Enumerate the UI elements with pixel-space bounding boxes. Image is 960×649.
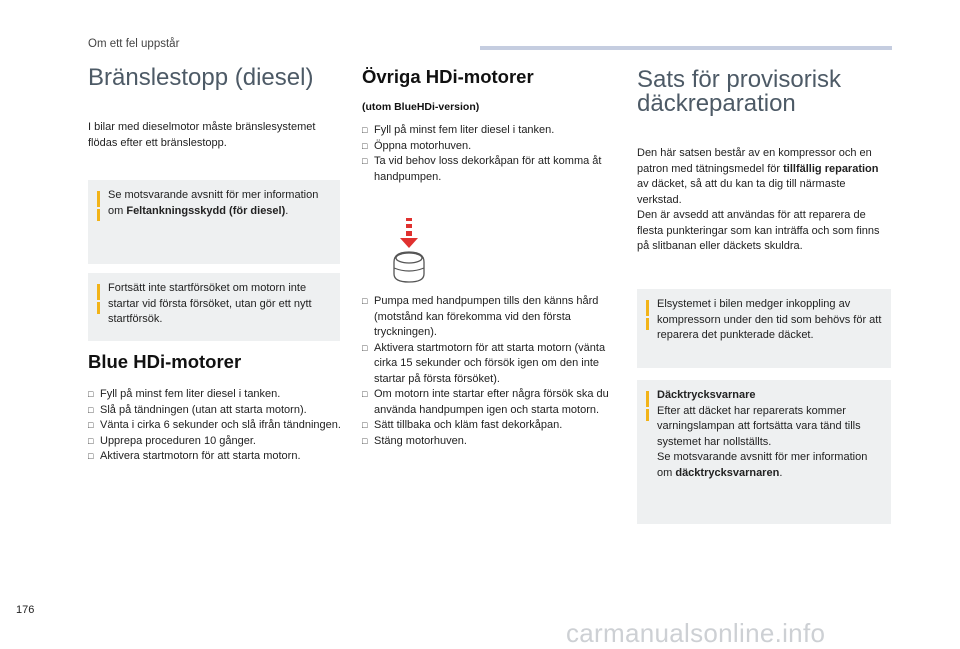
- list-item: □ Fyll på minst fem liter diesel i tanken.: [88, 387, 342, 403]
- watermark: carmanualsonline.info: [566, 618, 826, 648]
- section-title-fuel-stop: Bränslestopp (diesel): [88, 64, 314, 91]
- info-box-tpms: [637, 380, 891, 524]
- info-box-misfuel: [88, 180, 340, 264]
- header-section-title: Om ett fel uppstår: [88, 38, 180, 50]
- other-hdi-steps-b: [362, 294, 620, 449]
- header-rule: [480, 46, 892, 50]
- info-box-compressor: [637, 289, 891, 368]
- subtitle-excl-bluehdi: (utom BlueHDi-version): [362, 101, 480, 113]
- info-text: Elsystemet i bilen medger inkoppling av kompressorn under den tid som behövs för att reparera det punkterade däcket.: [657, 298, 882, 341]
- info-marker: [97, 302, 100, 314]
- page-number: 176: [16, 604, 35, 616]
- info-marker: [646, 318, 649, 330]
- list-item: □ Pumpa med handpumpen tills den känns hård (motstånd kan förekomma vid den första tryckningen).: [362, 294, 620, 341]
- tpms-heading: Däcktrycksvarnare: [657, 389, 756, 401]
- list-item: □ Fyll på minst fem liter diesel i tanken.: [362, 123, 620, 139]
- list-item: □ Öppna motorhuven.: [362, 139, 620, 155]
- other-hdi-steps-a: [362, 123, 620, 185]
- list-item: □ Ta vid behov loss dekorkåpan för att komma åt handpumpen.: [362, 154, 620, 185]
- column-other-hdi: [362, 66, 620, 185]
- link-misfuel-protection: Feltankningsskydd (för diesel): [126, 204, 286, 217]
- list-item: □ Stäng motorhuven.: [362, 434, 620, 450]
- info-marker: [97, 284, 100, 300]
- info-marker: [97, 191, 100, 207]
- list-item: □ Aktivera startmotorn för att starta motorn.: [88, 449, 342, 465]
- tyre-repair-paragraph: Den här satsen består av en kompressor och en patron med tätningsmedel för tillfällig reparation av däcket, så att du kan ta dig till närmaste verkstad. Den är avsedd att användas för att reparera de flesta punkteringar som kan inträffa och som finns på slitbanan eller däckets skuldra.: [637, 147, 880, 252]
- link-tpms: däcktrycksvarnaren: [675, 466, 780, 479]
- info-text: Se motsvarande avsnitt för mer information om Feltankningsskydd (för diesel).: [108, 189, 319, 217]
- blue-hdi-steps: [88, 387, 342, 465]
- info-text: Fortsätt inte startförsöket om motorn inte startar vid första försöket, utan gör ett nytt startförsök.: [108, 282, 312, 325]
- column-blue-hdi: [88, 351, 342, 465]
- list-item: □ Sätt tillbaka och kläm fast dekorkåpan.: [362, 418, 620, 434]
- section-title-tyre-repair: Sats för provisorisk däckreparation: [637, 66, 842, 117]
- info-marker: [97, 209, 100, 221]
- hand-pump-icon: [385, 216, 431, 288]
- info-marker: [646, 409, 649, 421]
- column-other-hdi-cont: [362, 294, 620, 449]
- section-title-blue-hdi: Blue HDi-motorer: [88, 351, 242, 372]
- intro-paragraph: I bilar med dieselmotor måste bränslesystemet flödas efter ett bränslestopp.: [88, 121, 316, 149]
- column-tyre-repair: [637, 68, 891, 255]
- info-text: Däcktrycksvarnare Efter att däcket har reparerats kommer varningslampan att fortsätta vara tänd tills systemet har nollställts. Se motsvarande avsnitt för mer information om däcktrycksvarnaren.: [657, 389, 868, 479]
- column-fuel-stop: [88, 66, 342, 151]
- info-marker: [646, 391, 649, 407]
- list-item: □ Aktivera startmotorn för att starta motorn (vänta cirka 15 sekunder och försök igen om den inte startar på första försöket).: [362, 341, 620, 388]
- list-item: □ Upprepa proceduren 10 gånger.: [88, 434, 342, 450]
- list-item: □ Slå på tändningen (utan att starta motorn).: [88, 403, 342, 419]
- list-item: □ Om motorn inte startar efter några försök ska du använda handpumpen igen och starta motorn.: [362, 387, 620, 418]
- info-marker: [646, 300, 649, 316]
- info-box-restart: [88, 273, 340, 341]
- section-title-other-hdi: Övriga HDi-motorer: [362, 66, 534, 87]
- list-item: □ Vänta i cirka 6 sekunder och slå ifrån tändningen.: [88, 418, 342, 434]
